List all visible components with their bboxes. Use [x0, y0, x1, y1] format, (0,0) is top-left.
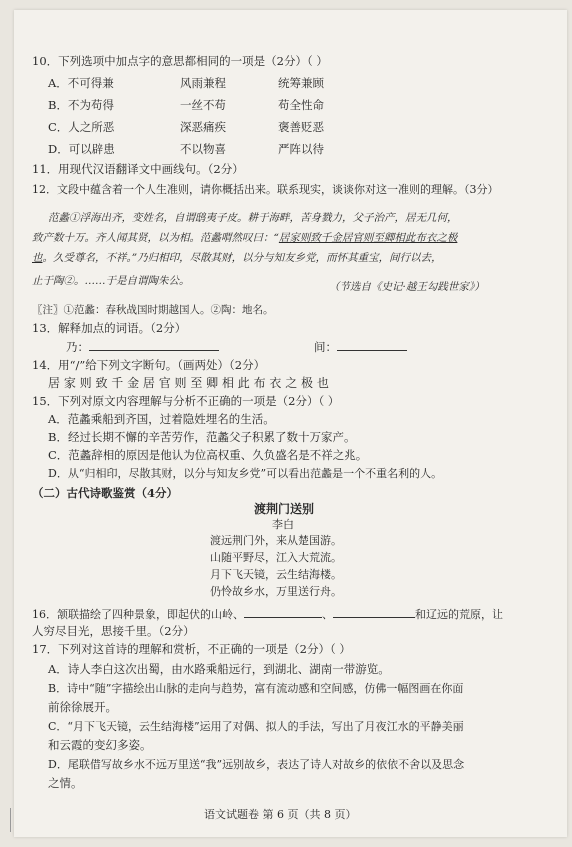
- q11: 11．用现代汉语翻译文中画线句。（2分）: [32, 162, 244, 176]
- q17-option-c: C．“月下飞天镜，云生结海楼”运用了对偶、拟人的手法，写出了月夜江水的平静美丽: [48, 720, 464, 733]
- q15-option-b: B．经过长期不懈的辛苦劳作，范蠡父子积累了数十万家产。: [48, 430, 356, 444]
- passage-source: （节选自《史记·越王勾践世家》）: [329, 281, 485, 293]
- q15-option-d: D．从“归相印，尽散其财，以分与知友乡党”可以看出范蠡是一个不重名利的人。: [48, 467, 443, 480]
- q14-text: 居 家 则 致 千 金 居 官 则 至 卿 相 此 布 衣 之 极 也: [48, 376, 329, 390]
- q12: 12．文段中蕴含着一个人生准则，请你概括出来。联系现实，谈谈你对这一准则的理解。（3分）: [32, 183, 499, 196]
- q10-d-1: D．可以辟患: [48, 142, 115, 156]
- poem-line-4: 仍怜故乡水，万里送行舟。: [210, 585, 342, 598]
- q10-b-3: 苟全性命: [278, 98, 324, 112]
- q13-stem: 13．解释加点的词语。（2分）: [32, 321, 187, 335]
- q10-stem: 10．下列选项中加点字的意思都相同的一项是（2分）（ ）: [32, 54, 328, 68]
- q10-b-1: B．不为苟得: [48, 98, 114, 112]
- answer-blank[interactable]: [337, 339, 407, 351]
- q17-option-b: B．诗中“随”字描绘出山脉的走向与趋势，富有流动感和空间感，仿佛一幅图画在你面: [48, 682, 464, 695]
- q10-c-3: 褒善贬恶: [278, 120, 324, 134]
- annotation: 〖注〗①范蠡：春秋战国时期越国人。②陶：地名。: [32, 304, 274, 316]
- underlined-sentence: 居家则致千金居官则至卿相此布衣之极: [278, 232, 458, 244]
- answer-blank[interactable]: [244, 606, 322, 618]
- passage-line-3: 也。久受尊名，不祥。”乃归相印，尽散其财，以分与知友乡党，而怀其重宝，间行以去，: [32, 252, 442, 264]
- q10-a-3: 统筹兼顾: [278, 76, 324, 90]
- section-heading: （二）古代诗歌鉴赏（4分）: [32, 486, 179, 500]
- q10-a-2: 风雨兼程: [180, 76, 226, 90]
- q17-stem: 17．下列对这首诗的理解和赏析，不正确的一项是（2分）（ ）: [32, 642, 351, 656]
- q13-b: 间：: [314, 339, 407, 355]
- poem-line-1: 渡远荆门外，来从楚国游。: [210, 534, 342, 547]
- answer-blank[interactable]: [89, 339, 219, 351]
- q10-d-3: 严阵以待: [278, 142, 324, 156]
- poem-line-3: 月下飞天镜，云生结海楼。: [210, 568, 342, 581]
- q15-option-a: A．范蠡乘船到齐国，过着隐姓埋名的生活。: [48, 412, 275, 426]
- exam-page: [14, 10, 567, 837]
- q17-option-a: A．诗人李白这次出蜀，由水路乘船远行，到湖北、湖南一带游览。: [48, 662, 390, 676]
- q17-option-c-cont: 和云霞的变幻多姿。: [48, 738, 152, 752]
- q15-stem: 15．下列对原文内容理解与分析不正确的一项是（2分）（ ）: [32, 394, 340, 408]
- q10-c-1: C．人之所恶: [48, 120, 115, 134]
- q15-option-c: C．范蠡辞相的原因是他认为位高权重、久负盛名是不祥之兆。: [48, 448, 368, 462]
- passage-line-1: 范蠡①浮海出齐，变姓名，自谓鸱夷子皮。耕于海畔，苦身戮力，父子治产，居无几何，: [48, 212, 458, 224]
- q16-line-1: 16．颔联描绘了四种景象，即起伏的山岭、 、 和辽远的荒原，让: [32, 608, 503, 621]
- q14-stem: 14．用“/”给下列文字断句。（画两处）（2分）: [32, 358, 266, 372]
- poem-author: 李白: [272, 518, 294, 531]
- q17-option-d-cont: 之情。: [48, 776, 83, 790]
- poem-title: 渡荆门送别: [254, 502, 315, 516]
- q17-option-d: D．尾联借写故乡水不远万里送“我”远别故乡，表达了诗人对故乡的依依不舍以及思念: [48, 758, 465, 771]
- q10-a-1: A．不可得兼: [48, 76, 114, 90]
- page-footer: 语文试题卷 第 6 页（共 8 页）: [204, 808, 357, 821]
- q16-line-2: 人穷尽目光，思接千里。（2分）: [32, 624, 195, 638]
- margin-mark: [10, 808, 17, 832]
- passage-line-4: 止于陶②。……于是自谓陶朱公。: [32, 275, 190, 287]
- q10-b-2: 一丝不苟: [180, 98, 226, 112]
- q10-c-2: 深恶痛疾: [180, 120, 226, 134]
- q13-a: 乃：: [66, 339, 219, 355]
- answer-blank[interactable]: [333, 606, 415, 618]
- passage-line-2: 致产数十万。齐人闻其贤，以为相。范蠡喟然叹曰：“居家则致千金居官则至卿相此布衣之极: [32, 232, 458, 244]
- poem-line-2: 山随平野尽，江入大荒流。: [210, 551, 342, 564]
- q17-option-b-cont: 前徐徐展开。: [48, 700, 117, 714]
- q10-d-2: 不以物喜: [180, 142, 226, 156]
